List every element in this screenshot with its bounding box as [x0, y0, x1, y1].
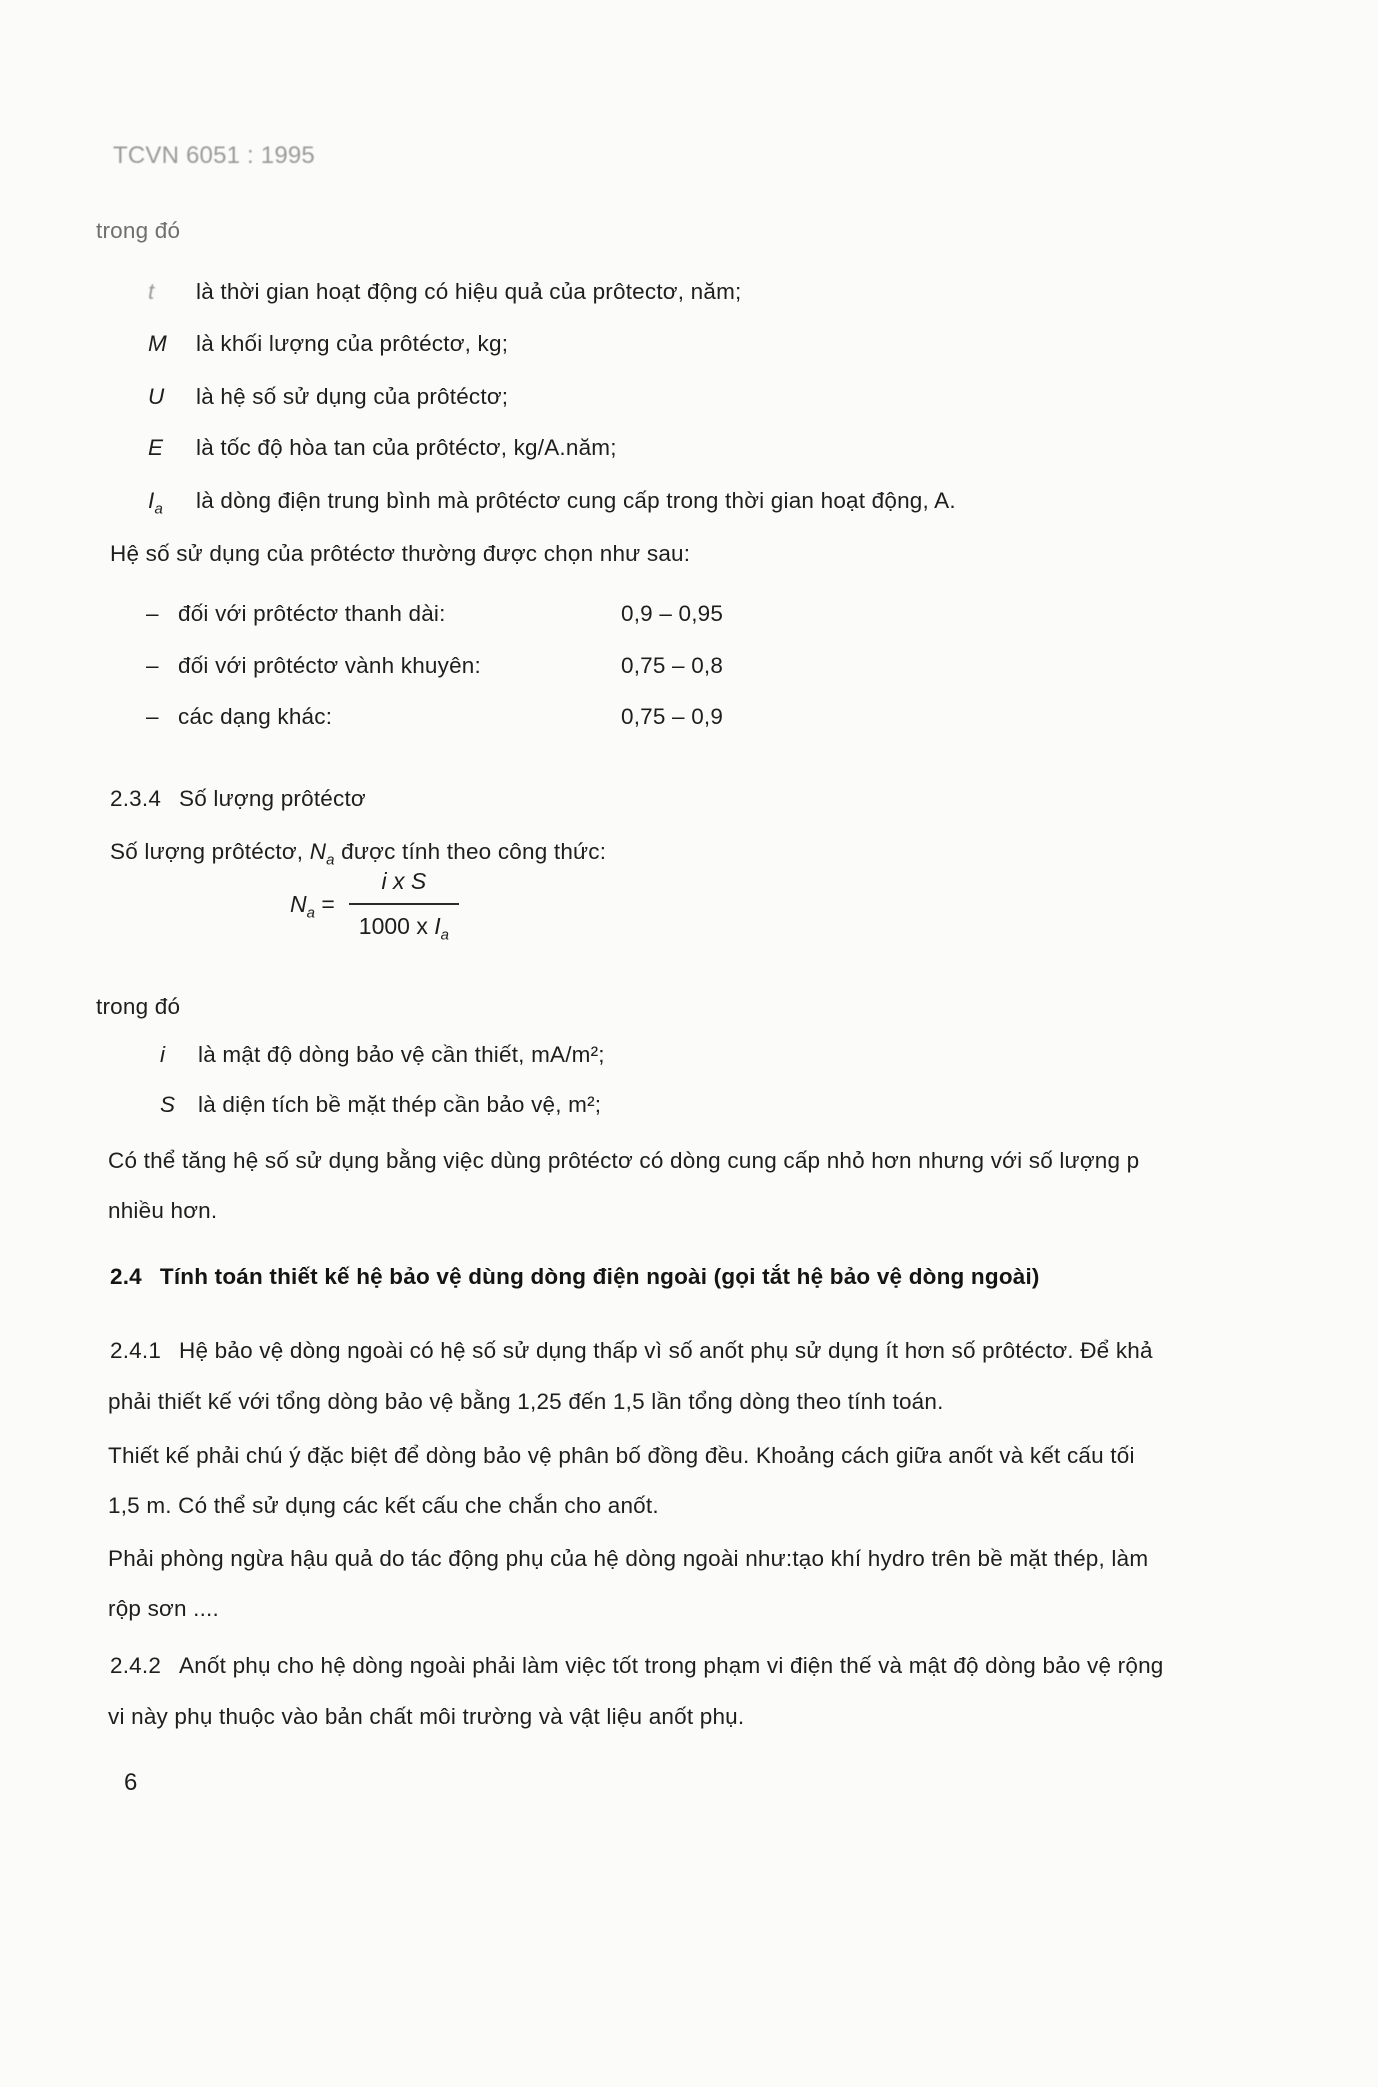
- symbol-t: t: [148, 279, 155, 304]
- definition-item: [148, 329, 508, 359]
- standard-reference-header: TCVN 6051 : 1995: [113, 142, 315, 169]
- row-value: 0,75 – 0,8: [621, 653, 724, 678]
- section-heading-2-3-4: [110, 784, 366, 814]
- row-value: 0,75 – 0,9: [621, 704, 724, 729]
- row-label: đối với prôtéctơ thanh dài:: [178, 601, 446, 626]
- usage-note-line: Có thể tăng hệ số sử dụng bằng việc dùng prôtéctơ có dòng cung cấp nhỏ hơn nhưng với số lượng p: [108, 1148, 1140, 1173]
- where-clause-lead: trong đó: [96, 994, 181, 1019]
- where-item: [160, 1090, 601, 1120]
- formula-intro: Số lượng prôtéctơ, $N_a$ được tính theo công thức:: [110, 839, 607, 869]
- formula-numerator: i x S: [381, 868, 427, 894]
- definition-text: là thời gian hoạt động có hiệu quả của prôtectơ, năm;: [196, 279, 742, 304]
- design-paragraph-line: 1,5 m. Có thể sử dụng các kết cấu che chắn cho anốt.: [108, 1493, 659, 1518]
- symbol-e: E: [148, 435, 164, 460]
- where-text: là mật độ dòng bảo vệ cần thiết, mA/m²;: [198, 1042, 605, 1067]
- row-label: đối với prôtéctơ vành khuyên:: [178, 653, 481, 678]
- formula-na-equation: [290, 868, 459, 944]
- section-number: 2.4: [110, 1264, 142, 1289]
- definition-text: là dòng điện trung bình mà prôtéctơ cung cấp trong thời gian hoạt động, A.: [196, 488, 956, 513]
- dash-bullet: –: [146, 653, 159, 678]
- definition-item: [148, 486, 956, 516]
- row-value: 0,9 – 0,95: [621, 601, 724, 626]
- usage-factor-intro: Hệ số sử dụng của prôtéctơ thường được chọn như sau:: [110, 541, 691, 566]
- usage-note-line: nhiều hơn.: [108, 1198, 218, 1223]
- definition-text: là tốc độ hòa tan của prôtéctơ, kg/A.năm;: [196, 435, 617, 460]
- formula-fraction: [349, 868, 459, 944]
- symbol-s: S: [160, 1092, 176, 1117]
- prevention-paragraph-line: Phải phòng ngừa hậu quả do tác động phụ của hệ dòng ngoài như:tạo khí hydro trên bề mặt thép, làm: [108, 1546, 1149, 1571]
- section-number: 2.4.1: [110, 1338, 162, 1363]
- page-number: 6: [124, 1769, 138, 1796]
- definition-item: [148, 433, 617, 463]
- prevention-paragraph-line: rộp sơn ....: [108, 1596, 219, 1621]
- formula-denominator: 1000 x $I_a$: [349, 903, 459, 940]
- section-2-4-1-line: 2.4.1 Hệ bảo vệ dòng ngoài có hệ số sử dụng thấp vì số anốt phụ sử dụng ít hơn số prôtéctơ. Để khả: [110, 1336, 1153, 1366]
- lead-in-text: trong đó: [96, 218, 181, 243]
- section-number: 2.4.2: [110, 1653, 162, 1678]
- symbol-u: U: [148, 384, 165, 409]
- usage-factor-row: [146, 651, 724, 681]
- section-title: Số lượng prôtéctơ: [179, 786, 366, 811]
- formula-lhs: $N_a$ =: [290, 890, 335, 922]
- symbol-m: M: [148, 331, 167, 356]
- definition-item: [148, 277, 741, 307]
- section-2-4-2-line: 2.4.2 Anốt phụ cho hệ dòng ngoài phải làm việc tốt trong phạm vi điện thế và mật độ dòng bảo vệ rộng: [110, 1651, 1164, 1681]
- design-paragraph-line: Thiết kế phải chú ý đặc biệt để dòng bảo vệ phân bố đồng đều. Khoảng cách giữa anốt và kết cấu tối: [108, 1443, 1135, 1468]
- definition-item: [148, 382, 508, 412]
- where-text: là diện tích bề mặt thép cần bảo vệ, m²;: [198, 1092, 602, 1117]
- symbol-i: i: [160, 1042, 166, 1067]
- usage-factor-row: [146, 599, 724, 629]
- section-heading-2-4: [110, 1262, 1040, 1292]
- definition-text: là hệ số sử dụng của prôtéctơ;: [196, 384, 509, 409]
- symbol-ia: $I_a$: [148, 488, 163, 518]
- definition-text: là khối lượng của prôtéctơ, kg;: [196, 331, 509, 356]
- section-title: Tính toán thiết kế hệ bảo vệ dùng dòng điện ngoài (gọi tắt hệ bảo vệ dòng ngoài): [159, 1264, 1040, 1289]
- dash-bullet: –: [146, 704, 159, 729]
- where-item: [160, 1040, 605, 1070]
- usage-factor-row: [146, 702, 724, 732]
- variable-na: $N_a$: [309, 839, 335, 869]
- dash-bullet: –: [146, 601, 159, 626]
- section-2-4-2-line: vi này phụ thuộc vào bản chất môi trường và vật liệu anốt phụ.: [108, 1704, 745, 1729]
- row-label: các dạng khác:: [178, 704, 333, 729]
- section-2-4-1-line: phải thiết kế với tổng dòng bảo vệ bằng 1,25 đến 1,5 lần tổng dòng theo tính toán.: [108, 1389, 944, 1414]
- section-number: 2.3.4: [110, 786, 162, 811]
